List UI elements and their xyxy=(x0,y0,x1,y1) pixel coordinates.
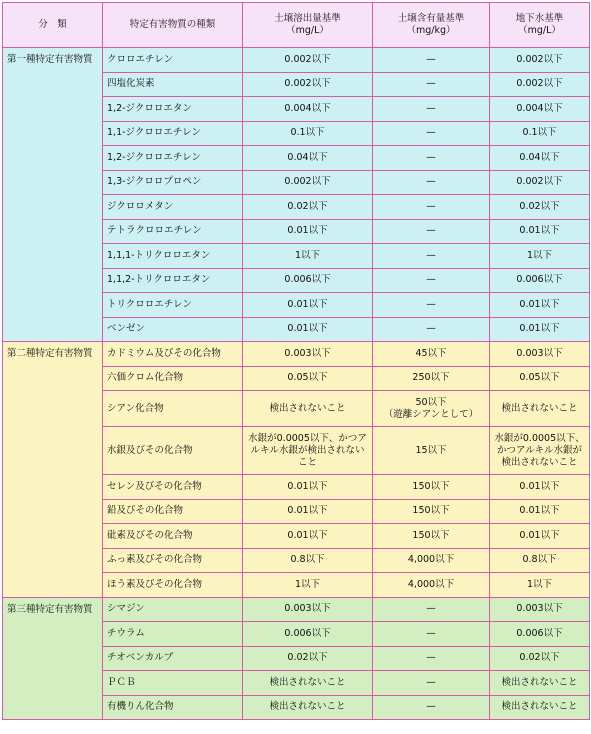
substance-name: カドミウム及びその化合物 xyxy=(103,342,243,367)
header-ground-label: 地下水基準 xyxy=(515,13,564,24)
substance-name: ベンゼン xyxy=(103,317,243,342)
leach-standard: 0.002以下 xyxy=(243,170,373,195)
content-standard: — xyxy=(373,622,490,647)
leach-standard: 0.01以下 xyxy=(243,499,373,524)
substance-name: 鉛及びその化合物 xyxy=(103,499,243,524)
leach-standard: 1以下 xyxy=(243,573,373,598)
substance-name: 四塩化炭素 xyxy=(103,72,243,97)
content-standard: 4,000以下 xyxy=(373,548,490,573)
content-standard: — xyxy=(373,72,490,97)
substance-name: 砒素及びその化合物 xyxy=(103,524,243,549)
groundwater-standard: 検出されないこと xyxy=(490,695,590,720)
groundwater-standard: 0.01以下 xyxy=(490,219,590,244)
groundwater-standard: 0.02以下 xyxy=(490,195,590,220)
content-standard: 15以下 xyxy=(373,427,490,475)
groundwater-standard: 0.05以下 xyxy=(490,366,590,391)
leach-standard: 1以下 xyxy=(243,244,373,269)
header-leach xyxy=(243,3,373,48)
substance-name: チオベンカルブ xyxy=(103,646,243,671)
leach-standard: 0.002以下 xyxy=(243,48,373,73)
leach-standard: 0.05以下 xyxy=(243,366,373,391)
substance-name: 有機りん化合物 xyxy=(103,695,243,720)
groundwater-standard: 0.01以下 xyxy=(490,293,590,318)
leach-standard: 0.006以下 xyxy=(243,268,373,293)
groundwater-standard: 0.8以下 xyxy=(490,548,590,573)
groundwater-standard: 検出されないこと xyxy=(490,391,590,427)
leach-standard: 検出されないこと xyxy=(243,391,373,427)
groundwater-standard: 0.003以下 xyxy=(490,342,590,367)
substance-name: 1,1,1-トリクロロエタン xyxy=(103,244,243,269)
leach-standard: 水銀が0.0005以下、かつアルキル水銀が検出されないこと xyxy=(243,427,373,475)
groundwater-standard: 0.002以下 xyxy=(490,170,590,195)
standards-table xyxy=(2,2,590,720)
content-standard: — xyxy=(373,219,490,244)
groundwater-standard: 0.1以下 xyxy=(490,121,590,146)
substance-name: 1,1-ジクロロエチレン xyxy=(103,121,243,146)
content-standard: — xyxy=(373,695,490,720)
groundwater-standard: 0.01以下 xyxy=(490,499,590,524)
groundwater-standard: 0.006以下 xyxy=(490,622,590,647)
header-content-label: 土壌含有量基準 xyxy=(397,13,465,24)
substance-name: 水銀及びその化合物 xyxy=(103,427,243,475)
content-standard: 45以下 xyxy=(373,342,490,367)
leach-standard: 0.02以下 xyxy=(243,195,373,220)
leach-standard: 0.01以下 xyxy=(243,524,373,549)
content-standard: — xyxy=(373,170,490,195)
leach-standard: 0.8以下 xyxy=(243,548,373,573)
groundwater-standard: 水銀が0.0005以下、かつアルキル水銀が検出されないこと xyxy=(490,427,590,475)
content-standard: — xyxy=(373,317,490,342)
table-header-row xyxy=(3,3,590,48)
leach-standard: 0.01以下 xyxy=(243,219,373,244)
content-standard: 150以下 xyxy=(373,524,490,549)
substance-name: ふっ素及びその化合物 xyxy=(103,548,243,573)
groundwater-standard: 0.02以下 xyxy=(490,646,590,671)
substance-name: 1,2-ジクロロエチレン xyxy=(103,146,243,171)
table-row xyxy=(3,48,590,73)
substance-name: シアン化合物 xyxy=(103,391,243,427)
leach-standard: 0.04以下 xyxy=(243,146,373,171)
substance-name: 1,1,2-トリクロロエタン xyxy=(103,268,243,293)
header-content xyxy=(373,3,490,48)
leach-standard: 0.1以下 xyxy=(243,121,373,146)
leach-standard: 0.003以下 xyxy=(243,597,373,622)
leach-standard: 0.01以下 xyxy=(243,293,373,318)
substance-name: 六価クロム化合物 xyxy=(103,366,243,391)
content-standard-value: 50以下 xyxy=(415,396,447,408)
groundwater-standard: 0.002以下 xyxy=(490,48,590,73)
table-body xyxy=(3,3,590,720)
groundwater-standard: 0.006以下 xyxy=(490,268,590,293)
content-standard: — xyxy=(373,597,490,622)
leach-standard: 検出されないこと xyxy=(243,671,373,696)
header-ground xyxy=(490,3,590,48)
leach-standard: 0.01以下 xyxy=(243,475,373,500)
content-standard-note: （遊離シアンとして） xyxy=(383,408,479,420)
groundwater-standard: 0.01以下 xyxy=(490,524,590,549)
leach-standard: 0.003以下 xyxy=(243,342,373,367)
groundwater-standard: 1以下 xyxy=(490,573,590,598)
content-standard: 150以下 xyxy=(373,499,490,524)
category-cell: 第二種特定有害物質 xyxy=(3,342,103,598)
content-standard: — xyxy=(373,48,490,73)
content-standard: 250以下 xyxy=(373,366,490,391)
substance-name: ほう素及びその化合物 xyxy=(103,573,243,598)
content-standard xyxy=(373,391,490,427)
substance-name: セレン及びその化合物 xyxy=(103,475,243,500)
content-standard: — xyxy=(373,268,490,293)
substance-name: ＰＣＢ xyxy=(103,671,243,696)
substance-name: ジクロロメタン xyxy=(103,195,243,220)
groundwater-standard: 0.003以下 xyxy=(490,597,590,622)
leach-standard: 0.004以下 xyxy=(243,97,373,122)
header-substance: 特定有害物質の種類 xyxy=(103,3,243,48)
content-standard: — xyxy=(373,195,490,220)
groundwater-standard: 0.002以下 xyxy=(490,72,590,97)
groundwater-standard: 0.01以下 xyxy=(490,475,590,500)
substance-name: 1,2-ジクロロエタン xyxy=(103,97,243,122)
table-row xyxy=(3,597,590,622)
header-ground-unit: （mg/L） xyxy=(518,25,561,36)
substance-name: シマジン xyxy=(103,597,243,622)
leach-standard: 0.002以下 xyxy=(243,72,373,97)
content-standard: — xyxy=(373,671,490,696)
groundwater-standard: 検出されないこと xyxy=(490,671,590,696)
content-standard: — xyxy=(373,121,490,146)
content-standard: — xyxy=(373,646,490,671)
groundwater-standard: 0.004以下 xyxy=(490,97,590,122)
leach-standard: 0.02以下 xyxy=(243,646,373,671)
leach-standard: 0.01以下 xyxy=(243,317,373,342)
content-standard: — xyxy=(373,97,490,122)
header-category: 分 類 xyxy=(3,3,103,48)
category-cell: 第三種特定有害物質 xyxy=(3,597,103,720)
leach-standard: 検出されないこと xyxy=(243,695,373,720)
substance-name: クロロエチレン xyxy=(103,48,243,73)
content-standard: — xyxy=(373,146,490,171)
table-row xyxy=(3,342,590,367)
substance-name: テトラクロロエチレン xyxy=(103,219,243,244)
header-leach-label: 土壌溶出量基準 xyxy=(274,13,341,24)
groundwater-standard: 1以下 xyxy=(490,244,590,269)
leach-standard: 0.006以下 xyxy=(243,622,373,647)
substance-name: 1,3-ジクロロプロペン xyxy=(103,170,243,195)
groundwater-standard: 0.04以下 xyxy=(490,146,590,171)
category-cell: 第一種特定有害物質 xyxy=(3,48,103,342)
content-standard: 4,000以下 xyxy=(373,573,490,598)
content-standard: — xyxy=(373,244,490,269)
content-standard: 150以下 xyxy=(373,475,490,500)
substance-name: トリクロロエチレン xyxy=(103,293,243,318)
header-leach-unit: （mg/L） xyxy=(286,25,329,36)
groundwater-standard: 0.01以下 xyxy=(490,317,590,342)
header-content-unit: （mg/kg） xyxy=(406,25,456,36)
substance-name: チウラム xyxy=(103,622,243,647)
content-standard: — xyxy=(373,293,490,318)
